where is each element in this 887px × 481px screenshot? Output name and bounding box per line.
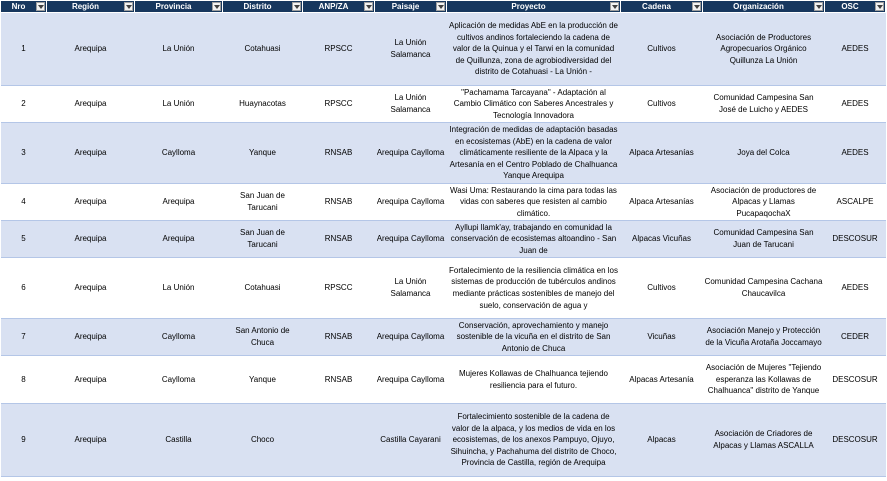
cell-provincia[interactable]: Caylloma bbox=[135, 123, 223, 184]
cell-anp[interactable]: RNSAB bbox=[303, 184, 375, 221]
cell-anp[interactable]: RNSAB bbox=[303, 356, 375, 404]
cell-organizacion[interactable]: Comunidad Campesina San José de Luicho y AEDES bbox=[703, 86, 825, 123]
cell-proyecto[interactable]: Ayllupi llamk'ay, trabajando en comunidad la conservación de ecosistemas altoandino - San Juan de bbox=[447, 221, 621, 258]
cell-nro[interactable]: 1 bbox=[1, 13, 47, 86]
cell-paisaje[interactable]: Arequipa Caylloma bbox=[375, 221, 447, 258]
cell-region[interactable]: Arequipa bbox=[47, 404, 135, 477]
cell-distrito[interactable]: Yanque bbox=[223, 123, 303, 184]
cell-region[interactable]: Arequipa bbox=[47, 184, 135, 221]
cell-cadena[interactable]: Cultivos bbox=[621, 258, 703, 319]
cell-cadena[interactable]: Vicuñas bbox=[621, 319, 703, 356]
cell-osc[interactable]: CEDER bbox=[825, 319, 886, 356]
cell-distrito[interactable]: Cotahuasi bbox=[223, 13, 303, 86]
cell-region[interactable]: Arequipa bbox=[47, 221, 135, 258]
cell-osc[interactable]: AEDES bbox=[825, 86, 886, 123]
table-row[interactable] bbox=[1, 258, 886, 319]
cell-anp[interactable]: RNSAB bbox=[303, 221, 375, 258]
cell-distrito[interactable]: Choco bbox=[223, 404, 303, 477]
filter-dropdown-icon[interactable] bbox=[814, 2, 823, 11]
cell-cadena[interactable]: Cultivos bbox=[621, 86, 703, 123]
cell-anp[interactable] bbox=[303, 404, 375, 477]
cell-anp[interactable]: RNSAB bbox=[303, 319, 375, 356]
cell-osc[interactable]: ASCALPE bbox=[825, 184, 886, 221]
cell-nro[interactable]: 8 bbox=[1, 356, 47, 404]
cell-proyecto[interactable]: Integración de medidas de adaptación basadas en ecosistemas (AbE) en la cadena de valor climáticamente resiliente de la Alpaca y la Artesanía en el Centro Poblado de Chalhuanca Yanque Arequipa bbox=[447, 123, 621, 184]
header-paisaje: Paisaje bbox=[375, 1, 447, 13]
cell-paisaje[interactable]: Castilla Cayarani bbox=[375, 404, 447, 477]
filter-dropdown-icon[interactable] bbox=[212, 2, 221, 11]
cell-organizacion[interactable]: Asociación Manejo y Protección de la Vicuña Arotaña Joccamayo bbox=[703, 319, 825, 356]
cell-paisaje[interactable]: La Unión Salamanca bbox=[375, 86, 447, 123]
cell-proyecto[interactable]: "Pachamama Tarcayana" - Adaptación al Cambio Climático con Saberes Ancestrales y Tecnología Innovadora bbox=[447, 86, 621, 123]
cell-organizacion[interactable]: Comunidad Campesina San Juan de Tarucani bbox=[703, 221, 825, 258]
cell-organizacion[interactable]: Comunidad Campesina Cachana Chaucavilca bbox=[703, 258, 825, 319]
filter-dropdown-icon[interactable] bbox=[292, 2, 301, 11]
header-distrito: Distrito bbox=[223, 1, 303, 13]
filter-dropdown-icon[interactable] bbox=[692, 2, 701, 11]
table-row[interactable] bbox=[1, 13, 886, 86]
cell-region[interactable]: Arequipa bbox=[47, 123, 135, 184]
cell-cadena[interactable]: Alpacas bbox=[621, 404, 703, 477]
cell-provincia[interactable]: Castilla bbox=[135, 404, 223, 477]
filter-dropdown-icon[interactable] bbox=[364, 2, 373, 11]
cell-proyecto[interactable]: Fortalecimiento sostenible de la cadena de valor de la alpaca, y los medios de vida en los ecosistemas, de los anexos Pampuyo, Ojuyo, Sihuincha, y Pachahuma del distrito de Choco, Provincia de Castilla, región de Arequipa bbox=[447, 404, 621, 477]
cell-nro[interactable]: 7 bbox=[1, 319, 47, 356]
cell-paisaje[interactable]: Arequipa Caylloma bbox=[375, 356, 447, 404]
header-nro: Nro bbox=[1, 1, 47, 13]
cell-distrito[interactable]: San Antonio de Chuca bbox=[223, 319, 303, 356]
filter-dropdown-icon[interactable] bbox=[36, 2, 45, 11]
cell-provincia[interactable]: Arequipa bbox=[135, 184, 223, 221]
table-row[interactable] bbox=[1, 356, 886, 404]
header-region: Región bbox=[47, 1, 135, 13]
cell-osc[interactable]: AEDES bbox=[825, 13, 886, 86]
cell-cadena[interactable]: Alpaca Artesanías bbox=[621, 123, 703, 184]
cell-organizacion[interactable]: Asociación de Mujeres "Tejiendo esperanza las Kollawas de Chalhuanca" distrito de Yanque bbox=[703, 356, 825, 404]
cell-paisaje[interactable]: La Unión Salamanca bbox=[375, 258, 447, 319]
cell-organizacion[interactable]: Joya del Colca bbox=[703, 123, 825, 184]
cell-provincia[interactable]: Caylloma bbox=[135, 356, 223, 404]
cell-cadena[interactable]: Cultivos bbox=[621, 13, 703, 86]
cell-proyecto[interactable]: Conservación, aprovechamiento y manejo sostenible de la vicuña en el distrito de San Antonio de Chuca bbox=[447, 319, 621, 356]
cell-organizacion[interactable]: Asociación de productores de Alpacas y Llamas PucapaqochaX bbox=[703, 184, 825, 221]
cell-organizacion[interactable]: Asociación de Productores Agropecuarios Orgánico Quillunza La Unión bbox=[703, 13, 825, 86]
header-cadena: Cadena bbox=[621, 1, 703, 13]
header-row bbox=[1, 1, 886, 13]
cell-osc[interactable]: DESCOSUR bbox=[825, 356, 886, 404]
header-osc: OSC bbox=[825, 1, 886, 13]
cell-proyecto[interactable]: Fortalecimiento de la resiliencia climática en los sistemas de producción de tubérculos andinos mediante prácticas sostenibles de manejo del suelo, conservación de agua y bbox=[447, 258, 621, 319]
cell-proyecto[interactable]: Aplicación de medidas AbE en la producción de cultivos andinos fortaleciendo la cadena de valor de la Quinua y el Tarwi en la comunidad de Quillunza, zona de agrobiodiversidad del distrito de Cotahuasi - La Unión - bbox=[447, 13, 621, 86]
cell-nro[interactable]: 3 bbox=[1, 123, 47, 184]
cell-region[interactable]: Arequipa bbox=[47, 86, 135, 123]
cell-proyecto[interactable]: Wasi Uma: Restaurando la cima para todas las vidas con saberes que resisten al cambio climático. bbox=[447, 184, 621, 221]
cell-osc[interactable]: DESCOSUR bbox=[825, 404, 886, 477]
header-provincia: Provincia bbox=[135, 1, 223, 13]
cell-paisaje[interactable]: Arequipa Caylloma bbox=[375, 123, 447, 184]
filter-dropdown-icon[interactable] bbox=[436, 2, 445, 11]
cell-provincia[interactable]: La Unión bbox=[135, 86, 223, 123]
cell-nro[interactable]: 2 bbox=[1, 86, 47, 123]
table-row[interactable] bbox=[1, 123, 886, 184]
cell-region[interactable]: Arequipa bbox=[47, 258, 135, 319]
filter-dropdown-icon[interactable] bbox=[875, 2, 884, 11]
cell-anp[interactable]: RPSCC bbox=[303, 86, 375, 123]
header-proyecto: Proyecto bbox=[447, 1, 621, 13]
cell-distrito[interactable]: Cotahuasi bbox=[223, 258, 303, 319]
filter-dropdown-icon[interactable] bbox=[124, 2, 133, 11]
cell-region[interactable]: Arequipa bbox=[47, 356, 135, 404]
cell-anp[interactable]: RPSCC bbox=[303, 258, 375, 319]
table-row[interactable] bbox=[1, 221, 886, 258]
cell-distrito[interactable]: San Juan de Tarucani bbox=[223, 184, 303, 221]
cell-nro[interactable]: 9 bbox=[1, 404, 47, 477]
cell-osc[interactable]: DESCOSUR bbox=[825, 221, 886, 258]
cell-paisaje[interactable]: Arequipa Caylloma bbox=[375, 184, 447, 221]
cell-nro[interactable]: 5 bbox=[1, 221, 47, 258]
cell-provincia[interactable]: La Unión bbox=[135, 258, 223, 319]
cell-osc[interactable]: AEDES bbox=[825, 123, 886, 184]
cell-proyecto[interactable]: Mujeres Kollawas de Chalhuanca tejiendo resiliencia para el futuro. bbox=[447, 356, 621, 404]
cell-cadena[interactable]: Alpaca Artesanías bbox=[621, 184, 703, 221]
cell-anp[interactable]: RPSCC bbox=[303, 13, 375, 86]
cell-anp[interactable]: RNSAB bbox=[303, 123, 375, 184]
cell-provincia[interactable]: Caylloma bbox=[135, 319, 223, 356]
header-organizacion: Organización bbox=[703, 1, 825, 13]
filter-dropdown-icon[interactable] bbox=[610, 2, 619, 11]
cell-region[interactable]: Arequipa bbox=[47, 13, 135, 86]
cell-cadena[interactable]: Alpacas Vicuñas bbox=[621, 221, 703, 258]
cell-distrito[interactable]: Huaynacotas bbox=[223, 86, 303, 123]
cell-provincia[interactable]: Arequipa bbox=[135, 221, 223, 258]
cell-distrito[interactable]: Yanque bbox=[223, 356, 303, 404]
table-row[interactable] bbox=[1, 319, 886, 356]
cell-organizacion[interactable]: Asociación de Criadores de Alpacas y Llamas ASCALLA bbox=[703, 404, 825, 477]
cell-osc[interactable]: AEDES bbox=[825, 258, 886, 319]
table-row[interactable] bbox=[1, 184, 886, 221]
table-row[interactable] bbox=[1, 86, 886, 123]
cell-paisaje[interactable]: La Unión Salamanca bbox=[375, 13, 447, 86]
table-row[interactable] bbox=[1, 404, 886, 477]
header-anp: ANP/ZA bbox=[303, 1, 375, 13]
cell-paisaje[interactable]: Arequipa Caylloma bbox=[375, 319, 447, 356]
cell-nro[interactable]: 6 bbox=[1, 258, 47, 319]
cell-distrito[interactable]: San Juan de Tarucani bbox=[223, 221, 303, 258]
cell-nro[interactable]: 4 bbox=[1, 184, 47, 221]
cell-region[interactable]: Arequipa bbox=[47, 319, 135, 356]
cell-cadena[interactable]: Alpacas Artesanía bbox=[621, 356, 703, 404]
cell-provincia[interactable]: La Unión bbox=[135, 13, 223, 86]
